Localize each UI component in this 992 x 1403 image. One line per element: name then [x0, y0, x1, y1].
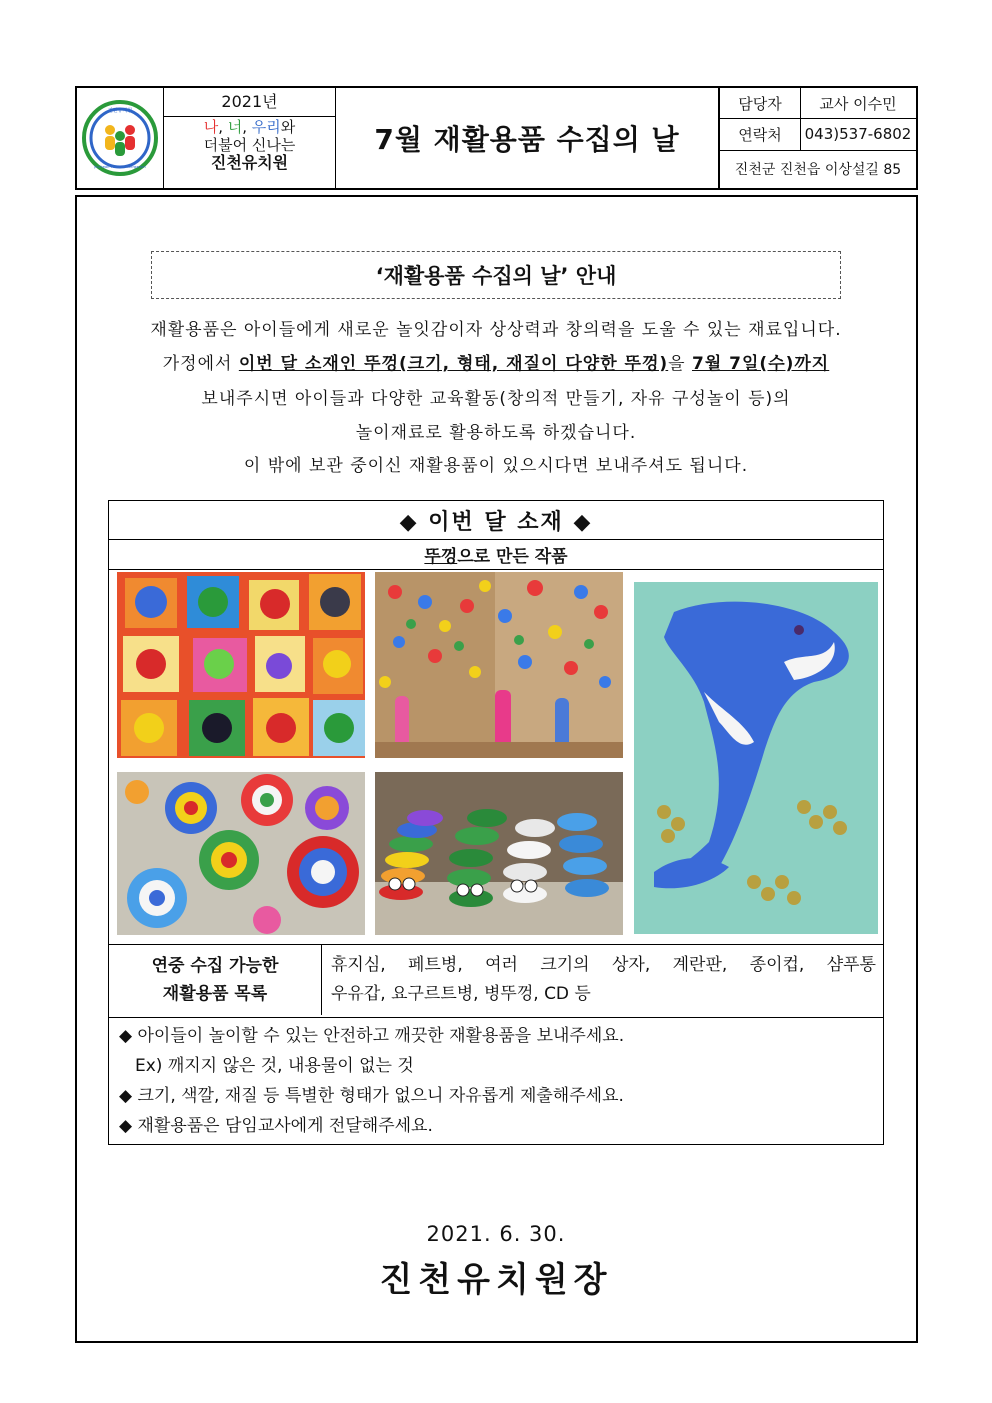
logo-title-text: 진천유치원 [107, 108, 133, 114]
photo-cap-dolphin [634, 582, 878, 934]
school-motto [164, 118, 335, 172]
photo-cap-caterpillars [375, 772, 623, 935]
notice-line-4: 놀이재료로 활용하도록 하겠습니다. [355, 423, 637, 443]
school-cell [164, 88, 336, 188]
document-title: 7월 재활용품 수집의 날 [336, 88, 720, 188]
contact-person-label: 담당자 [720, 88, 801, 118]
list-item: 여러 [485, 955, 518, 975]
note-3: ◆ 크기, 색깔, 재질 등 특별한 형태가 없으니 자유롭게 제출해주세요. [119, 1086, 624, 1106]
motto-line-1 [164, 118, 335, 136]
school-name: 진천유치원 [210, 153, 289, 172]
notice-line-1: 재활용품은 아이들에게 새로운 놀잇감이자 상상력과 창의력을 도울 수 있는 재료입니다. [150, 320, 842, 340]
photo-cap-flowers [375, 572, 623, 758]
contact-info [720, 88, 916, 188]
header-table [75, 86, 918, 190]
notice-line-3: 보내주시면 아이들과 다양한 교육활동(창의적 만들기, 자유 구성놀이 등)의 [201, 389, 791, 409]
material-table [108, 500, 884, 1145]
recycling-list-line-2: 우유갑, 요구르트병, 병뚜껑, CD 등 [331, 984, 591, 1004]
notice-line-2 [90, 349, 902, 374]
logo-caption-text: Jincheon Public Kindergarten [94, 165, 146, 169]
notice-line-2-mid: 을 [668, 354, 692, 374]
list-item: 크기의 [540, 955, 590, 975]
recycling-list-label-1: 연중 수집 가능한 [151, 956, 279, 976]
issue-date: 2021. 6. 30. [426, 1222, 566, 1246]
motto-na: 나 [203, 118, 219, 136]
material-heading: ◆ 이번 달 소재 ◆ [109, 501, 883, 540]
notice-deadline: 7월 7일(수)까지 [692, 354, 830, 374]
motto-neo: 너 [227, 118, 243, 136]
motto-wa: 와 [280, 118, 296, 136]
contact-person-value: 교사 이수민 [819, 94, 897, 113]
note-1: ◆ 아이들이 놀이할 수 있는 안전하고 깨끗한 재활용품을 보내주세요. [119, 1026, 625, 1046]
material-subheading [109, 539, 883, 570]
list-item: 계란판, [672, 955, 728, 975]
list-item: 샴푸통 [826, 955, 876, 975]
material-sub-rest: 으로 만든 작품 [457, 546, 568, 567]
note-4: ◆ 재활용품은 담임교사에게 전달해주세요. [119, 1116, 433, 1136]
motto-line-2: 더불어 신나는 [203, 136, 296, 154]
list-item: 휴지심, [331, 955, 386, 975]
notice-heading: ‘재활용품 수집의 날’ 안내 [151, 251, 841, 299]
photo-cap-animals [117, 572, 365, 758]
list-item: 상자, [611, 955, 651, 975]
list-item: 종이컵, [749, 955, 805, 975]
motto-sep1: , [218, 118, 228, 136]
recycling-list-label [109, 945, 322, 1015]
logo-cell [77, 88, 164, 188]
list-item: 페트병, [408, 955, 463, 975]
material-sub-underlined: 뚜껑 [424, 546, 458, 567]
recycling-list-line-1 [331, 951, 876, 980]
contact-person-row [720, 88, 916, 119]
phone-row [720, 118, 916, 151]
notes [119, 1021, 869, 1141]
phone-value: 043)537-6802 [804, 125, 912, 143]
kindergarten-logo [77, 88, 164, 188]
recycling-list-items [331, 951, 876, 1009]
notice-line-5: 이 밖에 보관 중이신 재활용품이 있으시다면 보내주셔도 됩니다. [243, 456, 749, 476]
phone-label: 연락처 [720, 118, 801, 150]
notice-material: 이번 달 소재인 뚜껑(크기, 형태, 재질이 다양한 뚜껑) [238, 354, 669, 374]
notice-line-2-prefix: 가정에서 [162, 354, 239, 374]
signature: 진천유치원장 [379, 1260, 613, 1300]
address: 진천군 진천읍 이상설길 85 [734, 162, 902, 178]
photo-cap-mandalas [117, 772, 365, 935]
year-label: 2021년 [164, 88, 335, 117]
motto-uri: 우리 [251, 118, 281, 136]
recycling-list-label-2: 재활용품 목록 [162, 984, 268, 1004]
note-2: Ex) 깨지지 않은 것, 내용물이 없는 것 [135, 1056, 414, 1076]
recycling-list-row [109, 944, 883, 1018]
motto-sep2: , [242, 118, 252, 136]
